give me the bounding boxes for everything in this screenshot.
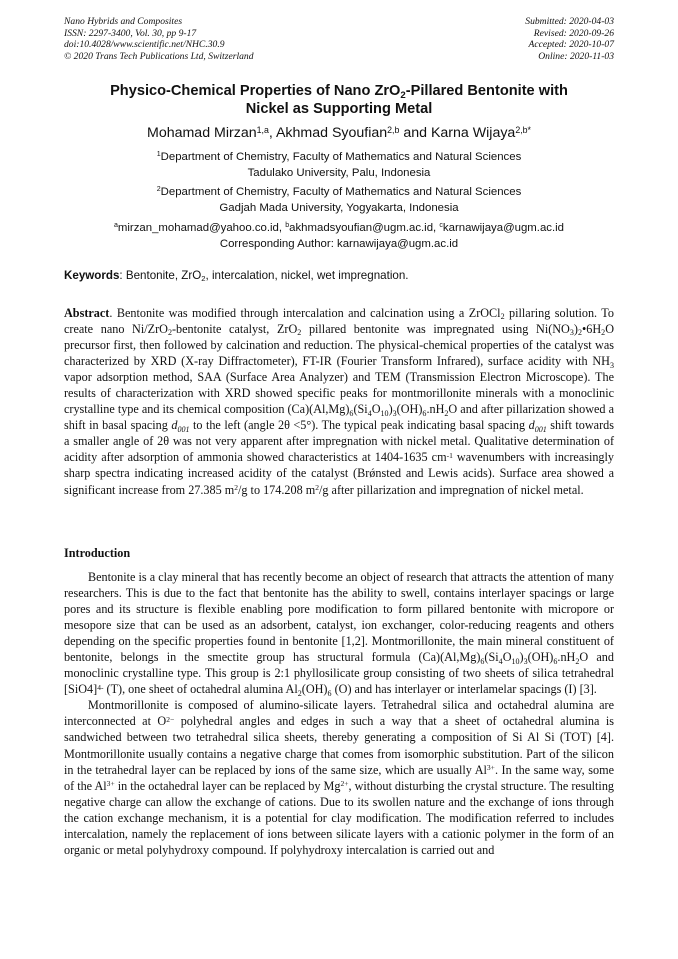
email-b[interactable]: akhmadsyoufian@ugm.ac.id, [289,222,440,234]
date-online: Online: 2020-11-03 [538,50,614,62]
superscript: 2− [166,714,175,724]
subscript: 3 [523,656,528,666]
subscript: 6 [349,408,354,418]
email-a[interactable]: mirzan_mohamad@yahoo.co.id, [117,222,286,234]
keywords-label: Keywords [64,269,120,282]
italic-d: d [528,418,535,433]
journal-copyright: © 2020 Trans Tech Publications Ltd, Switzerland [64,50,254,62]
email-mark: c [439,222,443,230]
email-mark: a [113,222,118,230]
abstract-text: .nH [426,402,445,417]
subscript: 001 [177,424,190,434]
intro-text: in the octahedral layer can be replaced by Mg [114,778,341,793]
superscript: 2 [234,482,239,492]
subscript: 3 [392,408,397,418]
affiliation-university: Gadjah Mada University, Yogyakarta, Indonesia [219,201,459,214]
subscript: 001 [534,424,547,434]
subscript: 3 [569,328,574,338]
journal-issn: ISSN: 2297-3400, Vol. 30, pp 9-17 [64,27,197,39]
author-separator: and [399,125,431,141]
superscript: 2 [315,482,320,492]
intro-text: (OH) [301,682,328,697]
abstract-label: Abstract [64,306,110,320]
title-part2: -Pillared Bentonite with [405,83,568,99]
intro-text: O and monoclinic crystalline type. This group is 2:1 phyllosilicate group consisting of two sheets of silica tetrahedral [SiO4] [64,650,614,697]
intro-text: (T), one sheet of octahedral alumina Al [103,682,298,697]
title-sub: 2 [400,89,406,101]
abstract-text: pillaring solution. To create nano Ni/ZrO [64,306,614,337]
introduction-body [64,569,614,858]
author-list [64,124,614,142]
author-affil-mark: 1,a [256,124,269,135]
author-affil-mark: 2,b [387,124,400,135]
date-submitted: Submitted: 2020-04-03 [525,16,614,27]
abstract-text: •6H [582,322,602,337]
affiliation-university: Tadulako University, Palu, Indonesia [247,166,431,179]
abstract-text: wavenumbers with increasingly sharp spectra indicating increased acidity of the catalyst (Brǿnsted and Lewis acids). Surface area showed a significant increase from 27.385 m [64,450,615,497]
date-accepted: Accepted: 2020-10-07 [528,39,614,50]
journal-name: Nano Hybrids and Composites [64,16,183,27]
superscript: 3+ [106,778,115,788]
affiliation-2 [64,185,614,216]
paper-title [64,82,614,118]
keywords-line [64,268,624,283]
abstract-text: /g to 174.208 m [238,482,316,497]
subscript: 4 [367,408,372,418]
author-separator: , [268,125,276,141]
intro-text: Bentonite is a clay mineral that has recently become an object of research that attracts the attention of many researchers. This is due to the fact that bentonite has the ability to swell, contains interlayer spacings or large pores and its structure is flexible enabling pore modification to form pillared bentonite with micropore or mesopore size that can be used as an adsorbent, catalyst, ion exchanger, color-reducing reagents and others depending on the specific properties found in bentonite [1,2]. Montmorillonite, the main mineral constituent of bentonite, belongs in the smectite group has structural formula (Ca)(Al,Mg) [64,570,614,665]
abstract-text: O precursor first, then followed by calcination and reduction. The physical-chemical properties of the catalyst was characterized by XRD (X-ray Diffractometer), FT-IR (Fourier Transform Infrared), surface acidity with NH [64,322,615,369]
subscript: 6 [422,408,427,418]
abstract-text: O and after pillarization showed a shift in basal spacing [64,402,614,433]
subscript: 2 [444,408,449,418]
superscript: 4- [97,682,104,692]
abstract-text: (OH) [396,402,423,417]
abstract-text: -bentonite catalyst, ZrO [171,322,298,337]
subscript: 2 [601,328,606,338]
intro-text: . In the same way, some of the Al [64,762,614,793]
abstract-paragraph [64,305,614,498]
intro-text: ) [519,650,524,665]
abstract-text: (Si [353,402,368,417]
subscript: 2 [577,328,582,338]
italic-d: d [171,418,178,433]
superscript: 3+ [486,762,495,772]
author-affil-mark: 2,b* [515,124,531,135]
journal-doi: doi:10.4028/www.scientific.net/NHC.30.9 [64,39,225,50]
author-name: Karna Wijaya [430,125,516,141]
date-revised: Revised: 2020-09-26 [533,27,614,39]
publication-dates [525,16,614,62]
superscript: -1 [446,450,453,460]
subscript: 2 [500,312,505,322]
abstract-text: vapor adsorption method, SAA (Surface Area Analyzer) and TEM (Transmission Electron Microscope). The results of characterization with XRD showed specific peaks for montmorillonite minerals with a monoclinic crystalline type and its chemical composition (Ca)(Al,Mg) [64,370,614,417]
author-name: Mohamad Mirzan [147,125,257,141]
intro-text: (OH) [527,650,554,665]
journal-info [64,16,254,62]
abstract-text: O [371,402,381,417]
subscript: 2 [297,328,302,338]
keywords-text-rest: , intercalation, nickel, wet impregnation. [205,269,409,282]
intro-text: .nH [557,650,576,665]
intro-text: Montmorillonite is composed of alumino-silicate layers. Tetrahedral silica and octahedral alumina are interconnected at O [64,698,614,729]
abstract-text: /g after pillarization and impregnation of nickel metal. [319,482,584,497]
author-name: Akhmad Syoufian [275,125,388,141]
corresponding-author: Corresponding Author: karnawijaya@ugm.ac.id [219,237,459,250]
abstract-text: to the left (angle 2θ <5°). The typical peak indicating basal spacing [189,418,529,433]
intro-text: (Si [484,650,499,665]
superscript: 2+ [340,778,349,788]
subscript: 2 [575,656,580,666]
abstract-text: ) [388,402,393,417]
intro-text: , without disturbing the crystal structure. The resulting negative charge can allow the exchange of cations. Due to its swollen nature and the exchange of ions through the cation exchange mechanism, it is a potential for clay modification. The modification referred to includes intercalation, namely the replacement of ions between silicate layers with a cationic polymer in the form of an organic or metal polyhydroxy compound. If polyhydroxy intercalation is carried out and [64,778,615,857]
subscript: 6 [553,656,558,666]
affiliation-mark: 2 [156,186,161,194]
intro-text: (O) and has interlayer or interlamelar spacings (I) [3]. [331,682,597,697]
subscript: 10 [380,408,389,418]
affiliation-dept: Department of Chemistry, Faculty of Mathematics and Natural Sciences [160,186,522,198]
title-part1: Physico-Chemical Properties of Nano ZrO [110,83,401,99]
intro-text: polyhedral angles and edges in such a way that a sheet of octahedral alumina is sandwiched between two tetrahedral silica sheets, thereby generating a composition of Si Al Si (TOT) [4]. Montmorillonite usually contains a negative charge that comes from isomorphic substitution. Part of the silicon in the tetrahedral layer can be replaced by ions of the same size, which are usually Al [64,714,614,777]
email-c[interactable]: karnawijaya@ugm.ac.id [442,222,565,234]
abstract-text: shift towards a smaller angle of 2θ was not very apparent after impregnation with nickel metal. Qualitative determination of acidity after adsorption of ammonia showed characteristics at 1404-1635 cm [64,418,614,465]
abstract-text: . Bentonite was modified through intercalation and calcination using a ZrOCl [109,306,501,320]
author-emails [64,221,614,252]
intro-paragraph-2 [64,697,614,857]
email-mark: b [285,222,290,230]
subscript: 2 [167,328,172,338]
affiliation-mark: 1 [156,151,161,159]
intro-text: O [502,650,512,665]
subscript: 6 [327,688,332,698]
intro-paragraph-1 [64,569,614,697]
affiliation-1 [64,150,614,181]
title-line2: Nickel as Supporting Metal [245,101,433,117]
introduction-heading: Introduction [64,546,131,560]
subscript: 6 [480,656,485,666]
subscript: 10 [511,656,520,666]
affiliation-dept: Department of Chemistry, Faculty of Mathematics and Natural Sciences [160,151,522,163]
keywords-sub: 2 [201,274,206,284]
abstract-text: ) [573,322,578,337]
abstract-text: pillared bentonite was impregnated using Ni(NO [301,322,570,337]
subscript: 4 [498,656,503,666]
subscript: 2 [297,688,302,698]
subscript: 3 [609,360,614,370]
keywords-text: : Bentonite, ZrO [119,269,202,282]
